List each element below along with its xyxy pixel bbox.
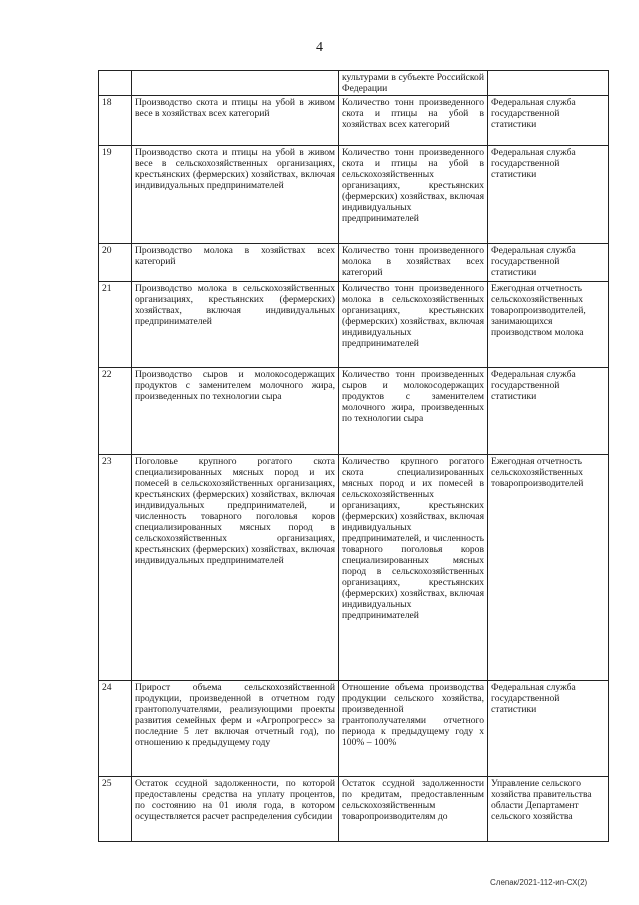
row-number: 18 <box>99 96 132 146</box>
row-number: 20 <box>99 244 132 282</box>
table-row <box>99 96 609 146</box>
indicator-source: Федеральная служба государственной статистики <box>488 96 609 146</box>
table-row <box>99 71 609 96</box>
indicator-name <box>132 71 339 96</box>
row-number: 22 <box>99 368 132 455</box>
row-number <box>99 71 132 96</box>
row-number: 23 <box>99 455 132 681</box>
row-number: 19 <box>99 146 132 244</box>
table-row <box>99 282 609 368</box>
indicator-unit: культурами в субъекте Российской Федерации <box>339 71 488 96</box>
indicator-source: Ежегодная отчетность сельскохозяйственных товаропроизводителей <box>488 455 609 681</box>
indicator-source: Федеральная служба государственной статистики <box>488 368 609 455</box>
indicator-unit: Количество тонн произведенного молока в сельскохозяйственных организациях, крестьянских (фермерских) хозяйствах, включая индивидуальных предпринимателей <box>339 282 488 368</box>
table-row <box>99 146 609 244</box>
row-number: 25 <box>99 777 132 842</box>
indicator-unit: Количество тонн произведенного скота и птицы на убой в хозяйствах всех категорий <box>339 96 488 146</box>
indicator-name: Производство сыров и молокосодержащих продуктов с заменителем молочного жира, произведенных по технологии сыра <box>132 368 339 455</box>
indicator-source: Федеральная служба государственной статистики <box>488 146 609 244</box>
indicator-name: Остаток ссудной задолженности, по которой предоставлены средства на уплату процентов, по состоянию на 01 июля года, в котором осуществляется расчет распределения субсидии <box>132 777 339 842</box>
table-row <box>99 777 609 842</box>
indicator-source: Федеральная служба государственной статистики <box>488 681 609 777</box>
indicator-name: Поголовье крупного рогатого скота специализированных мясных пород и их помесей в сельскохозяйственных организациях, крестьянских (фермерских) хозяйствах, включая индивидуальных предпринимателей, и численность товарного поголовья коров специализированных мясных пород в сельскохозяйственных организациях, крестьянских (фермерских) хозяйствах, включая индивидуальных предпринимателей <box>132 455 339 681</box>
indicator-source: Ежегодная отчетность сельскохозяйственных товаропроизводителей, занимающихся производством молока <box>488 282 609 368</box>
indicator-unit: Количество тонн произведенных сыров и молокосодержащих продуктов с заменителем молочного жира, произведенных по технологии сыра <box>339 368 488 455</box>
indicator-name: Прирост объема сельскохозяйственной продукции, произведенной в отчетном году грантополучателями, реализующими проекты развития семейных ферм и «Агропрогресс» за последние 5 лет включая отчетный год), по отношению к предыдущему году <box>132 681 339 777</box>
indicator-unit: Количество тонн произведенного молока в хозяйствах всех категорий <box>339 244 488 282</box>
indicator-unit: Отношение объема производства продукции сельского хозяйства, произведенной грантополучателями отчетного периода к предыдущему году x 100% – 100% <box>339 681 488 777</box>
row-number: 21 <box>99 282 132 368</box>
table-row <box>99 455 609 681</box>
indicator-source: Федеральная служба государственной статистики <box>488 244 609 282</box>
table-row <box>99 244 609 282</box>
table-row <box>99 681 609 777</box>
indicator-unit: Количество крупного рогатого скота специализированных мясных пород и их помесей в сельскохозяйственных организациях, крестьянских (фермерских) хозяйствах, включая индивидуальных предпринимателей, и численность товарного поголовья коров специализированных мясных пород в сельскохозяйственных организациях, крестьянских (фермерских) хозяйствах, включая индивидуальных предпринимателей <box>339 455 488 681</box>
indicator-unit: Остаток ссудной задолженности по кредитам, предоставленным сельскохозяйственным товаропроизводителям до <box>339 777 488 842</box>
indicator-name: Производство скота и птицы на убой в живом весе в хозяйствах всех категорий <box>132 96 339 146</box>
document-code: Слепак/2021-112-ип-СХ(2) <box>490 878 588 887</box>
indicator-source <box>488 71 609 96</box>
indicator-name: Производство молока в сельскохозяйственных организациях, крестьянских (фермерских) хозяйствах, включая индивидуальных предпринимателей <box>132 282 339 368</box>
page-number: 4 <box>316 40 323 55</box>
indicators-table <box>98 70 609 842</box>
indicator-name: Производство скота и птицы на убой в живом весе в сельскохозяйственных организациях, крестьянских (фермерских) хозяйствах, включая индивидуальных предпринимателей <box>132 146 339 244</box>
indicator-source: Управление сельского хозяйства правительства области Департамент сельского хозяйства <box>488 777 609 842</box>
indicator-unit: Количество тонн произведенного скота и птицы на убой в сельскохозяйственных организациях, крестьянских (фермерских) хозяйствах, включая индивидуальных предпринимателей <box>339 146 488 244</box>
table-row <box>99 368 609 455</box>
indicator-name: Производство молока в хозяйствах всех категорий <box>132 244 339 282</box>
row-number: 24 <box>99 681 132 777</box>
